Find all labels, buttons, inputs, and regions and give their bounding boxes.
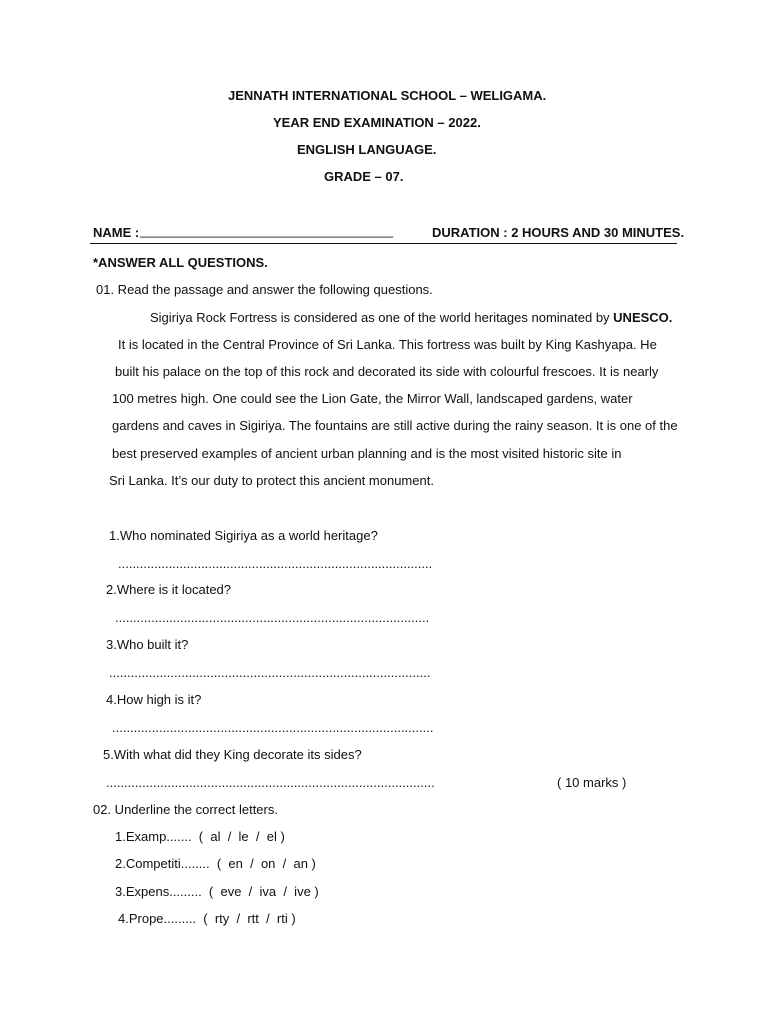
passage-line-5: gardens and caves in Sigiriya. The fountains are still active during the rainy season. It is one of the — [112, 418, 678, 433]
q2-item-1: 1.Examp....... ( al / le / el ) — [115, 829, 285, 844]
instruction: *ANSWER ALL QUESTIONS. — [93, 255, 268, 270]
answer-line-4[interactable]: ......................................................................................... — [112, 720, 434, 735]
exam-title: YEAR END EXAMINATION – 2022. — [273, 115, 481, 130]
passage-line-3: built his palace on the top of this rock and decorated its side with colourful frescoes. It is nearly — [115, 364, 659, 379]
question-2: 2.Where is it located? — [106, 582, 232, 597]
passage-line-1-text: Sigiriya Rock Fortress is considered as one of the world heritages nominated by — [150, 310, 614, 325]
answer-line-3[interactable]: ......................................................................................... — [109, 665, 431, 680]
question-5: 5.With what did they King decorate its sides? — [103, 747, 362, 762]
passage-line-4: 100 metres high. One could see the Lion Gate, the Mirror Wall, landscaped gardens, water — [112, 391, 633, 406]
marks-label: ( 10 marks ) — [557, 775, 627, 790]
passage-line-1 — [150, 310, 672, 326]
q2-heading: 02. Underline the correct letters. — [93, 802, 278, 817]
school-name: JENNATH INTERNATIONAL SCHOOL – WELIGAMA. — [228, 88, 547, 103]
q1-heading: 01. Read the passage and answer the following questions. — [96, 282, 433, 297]
question-4: 4.How high is it? — [106, 692, 202, 707]
question-1: 1.Who nominated Sigiriya as a world heritage? — [109, 528, 378, 543]
answer-line-2[interactable]: ....................................................................................... — [115, 610, 430, 625]
header-divider — [90, 243, 677, 244]
question-3: 3.Who built it? — [106, 637, 189, 652]
passage-unesco: UNESCO. — [613, 310, 673, 325]
q2-item-2: 2.Competiti........ ( en / on / an ) — [115, 856, 316, 871]
q2-item-4: 4.Prope......... ( rty / rtt / rti ) — [118, 911, 296, 926]
answer-line-1[interactable]: ....................................................................................... — [118, 556, 433, 571]
name-label: NAME : — [93, 225, 140, 240]
grade-title: GRADE – 07. — [324, 169, 404, 184]
name-blank: ___________________________________ — [140, 223, 394, 238]
q2-item-3: 3.Expens......... ( eve / iva / ive ) — [115, 884, 319, 899]
passage-line-7: Sri Lanka. It’s our duty to protect this ancient monument. — [109, 473, 434, 488]
duration-text: DURATION : 2 HOURS AND 30 MINUTES. — [432, 225, 685, 240]
passage-line-6: best preserved examples of ancient urban planning and is the most visited historic site in — [112, 446, 622, 461]
subject-title: ENGLISH LANGUAGE. — [297, 142, 437, 157]
answer-line-5[interactable]: ........................................................................................... — [106, 775, 435, 790]
passage-line-2: It is located in the Central Province of Sri Lanka. This fortress was built by King Kashyapa. He — [118, 337, 657, 352]
